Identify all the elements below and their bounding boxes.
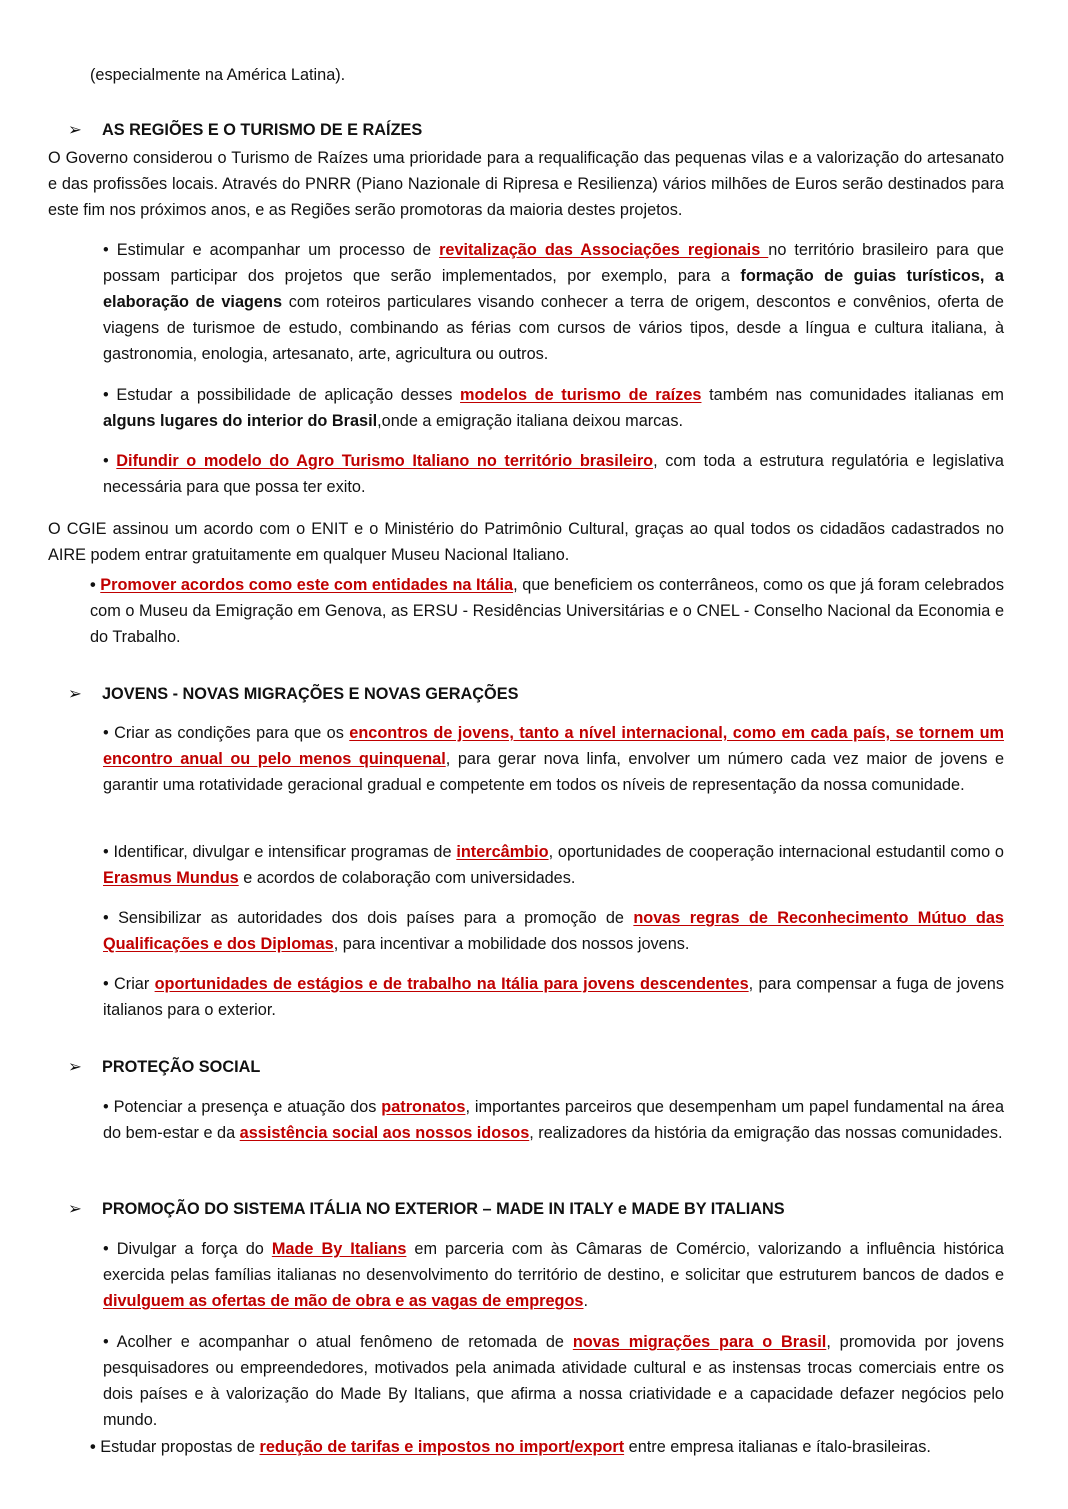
bullet-symbol: • (103, 386, 109, 404)
text: com roteiros particulares visando conhecer a terra de origem, descontos e convênios, oferta de viagens de turismoe de estudo, combinando as férias com cursos de vários tipos, desde a língua e cultura italiana, à gastronomia, enologia, artesanato, arte, agricultura ou outros. (103, 293, 1004, 363)
section-heading-promocao (68, 1196, 785, 1222)
arrow-bullet-icon: ➢ (68, 685, 82, 703)
text: entre empresa italianas e ítalo-brasileiras. (624, 1438, 931, 1456)
bullet-made-by-italians (103, 1236, 1004, 1314)
highlight-link: modelos de turismo de raízes (460, 386, 702, 404)
highlight-link: novas migrações para o Brasil (572, 1333, 827, 1351)
highlight-link: assistência social aos nossos idosos (239, 1124, 530, 1142)
heading-text: JOVENS - NOVAS MIGRAÇÕES E NOVAS GERAÇÕES (102, 685, 519, 703)
bullet-encontros-jovens (103, 720, 1004, 798)
arrow-bullet-icon: ➢ (68, 121, 82, 139)
text: , para incentivar a mobilidade dos nossos jovens. (333, 935, 690, 953)
highlight-link: oportunidades de estágios e de trabalho na Itália para jovens descendentes (154, 975, 749, 993)
highlight-link: Made By Italians (271, 1240, 407, 1258)
text: Potenciar a presença e atuação dos (113, 1098, 382, 1116)
text: , com toda a estrutura regulatória e legislativa necessária para que possa ter exito. (103, 452, 1004, 496)
text: Sensibilizar as autoridades dos dois países para a promoção de (118, 909, 634, 927)
text: no território brasileiro para que possam participar dos projetos que serão implementados, por exemplo, para a (103, 241, 1004, 285)
text: . (583, 1292, 589, 1310)
highlight-link: encontros de jovens, tanto a nível internacional, como em cada país, se tornem um encontro anual ou pelo menos quinquenal (103, 724, 1004, 768)
bullet-symbol: • (103, 843, 109, 861)
bullet-modelos-turismo (103, 382, 1004, 434)
section-heading-jovens (68, 681, 518, 707)
highlight-link: redução de tarifas e impostos no import/export (259, 1438, 625, 1456)
highlight-link: novas regras de Reconhecimento Mútuo das Qualificações e dos Diplomas (103, 909, 1004, 953)
bullet-reconhecimento (103, 905, 1004, 957)
heading-text: PROTEÇÃO SOCIAL (102, 1058, 261, 1076)
bullet-patronatos (103, 1094, 1004, 1146)
section-heading-regioes (68, 117, 422, 143)
paragraph-cgie: O CGIE assinou um acordo com o ENIT e o Ministério do Patrimônio Cultural, graças ao qual todos os cidadãos cadastrados no AIRE podem entrar gratuitamente em qualquer Museu Nacional Italiano. (48, 520, 1004, 564)
bullet-symbol: • (103, 1098, 109, 1116)
text: Criar as condições para que os (114, 724, 350, 742)
highlight-link: revitalização das Associações regionais (439, 241, 769, 259)
text: Divulgar a força do (116, 1240, 272, 1258)
text: Estudar propostas de (100, 1438, 260, 1456)
text: e acordos de colaboração com universidades. (238, 869, 576, 887)
text: Estimular e acompanhar um processo de (116, 241, 440, 259)
bullet-symbol: • (103, 452, 109, 470)
highlight-link: divulguem as ofertas de mão de obra e as vagas de empregos (103, 1292, 584, 1310)
text: também nas comunidades italianas em (701, 386, 1004, 404)
text: , oportunidades de cooperação internacional estudantil como o (548, 843, 1004, 861)
bullet-symbol: • (103, 975, 109, 993)
section-heading-protecao (68, 1054, 260, 1080)
bold-text: alguns lugares do interior do Brasil (103, 412, 378, 430)
text: Criar (114, 975, 155, 993)
bullet-agro-turismo (103, 448, 1004, 500)
arrow-bullet-icon: ➢ (68, 1058, 82, 1076)
text: ,onde a emigração italiana deixou marcas. (377, 412, 684, 430)
text: , que beneficiem os conterrâneos, como os que já foram celebrados com o Museu da Emigração em Genova, as ERSU - Residências Universitárias e o CNEL - Conselho Nacional da Economia e do Trabalho. (90, 576, 1004, 646)
bullet-symbol: • (103, 1333, 109, 1351)
bullet-intercambio (103, 839, 1004, 891)
text: , realizadores da história da emigração das nossas comunidades. (529, 1124, 1003, 1142)
text: , importantes parceiros que desempenham um papel fundamental na área do bem-estar e da (103, 1098, 1004, 1142)
highlight-link: patronatos (381, 1098, 466, 1116)
highlight-link: Promover acordos como este com entidades na Itália (100, 576, 514, 594)
text: , promovida por jovens pesquisadores ou empreendedores, motivados pela animada atividade cultural e as instensas trocas comerciais entre os dois países e à valorização do Made By Italians, que afirma a nossa criatividade e a capacidade defazer negócios pelo mundo. (103, 1333, 1004, 1429)
bullet-promover-acordos (90, 572, 1004, 650)
highlight-link: Erasmus Mundus (103, 869, 239, 887)
bullet-symbol: • (90, 576, 96, 594)
text: Identificar, divulgar e intensificar programas de (113, 843, 457, 861)
intro-line: (especialmente na América Latina). (90, 66, 346, 84)
bullet-symbol: • (103, 909, 109, 927)
bullet-symbol: • (103, 1240, 109, 1258)
arrow-bullet-icon: ➢ (68, 1200, 82, 1218)
bullet-novas-migracoes (103, 1329, 1004, 1433)
text: Acolher e acompanhar o atual fenômeno de retomada de (116, 1333, 573, 1351)
heading-text: AS REGIÕES E O TURISMO DE E RAÍZES (102, 121, 423, 139)
highlight-link: intercâmbio (456, 843, 549, 861)
heading-text: PROMOÇÃO DO SISTEMA ITÁLIA NO EXTERIOR – MADE IN ITALY e MADE BY ITALIANS (102, 1200, 785, 1218)
bullet-symbol: • (103, 241, 109, 259)
text: em parceria com às Câmaras de Comércio, valorizando a influência histórica exercida pelas famílias italianas no desenvolvimento do território de destino, e solicitar que estruturem bancos de dados e (103, 1240, 1004, 1284)
bold-text: formação de guias turísticos, a elaboração de viagens (103, 267, 1004, 311)
bullet-tarifas (90, 1434, 1010, 1460)
highlight-link: Difundir o modelo do Agro Turismo Italiano no território brasileiro (116, 452, 654, 470)
text: , para gerar nova linfa, envolver um número cada vez maior de jovens e garantir uma rotatividade geracional gradual e competente em todos os níveis de representação da nossa comunidade. (103, 750, 1004, 794)
text: , para compensar a fuga de jovens italianos para o exterior. (103, 975, 1004, 1019)
bullet-symbol: • (103, 724, 109, 742)
text: Estudar a possibilidade de aplicação desses (116, 386, 461, 404)
bullet-revitalizacao (103, 237, 1004, 367)
bullet-symbol: • (90, 1438, 96, 1456)
bullet-estagios (103, 971, 1004, 1023)
paragraph-turismo-raizes: O Governo considerou o Turismo de Raízes uma prioridade para a requalificação das pequenas vilas e a valorização do artesanato e das profissões locais. Através do PNRR (Piano Nazionale di Ripresa e Resilienza) vários milhões de Euros serão destinados para este fim nos próximos anos, e as Regiões serão promotoras da maioria destes projetos. (48, 149, 1004, 219)
